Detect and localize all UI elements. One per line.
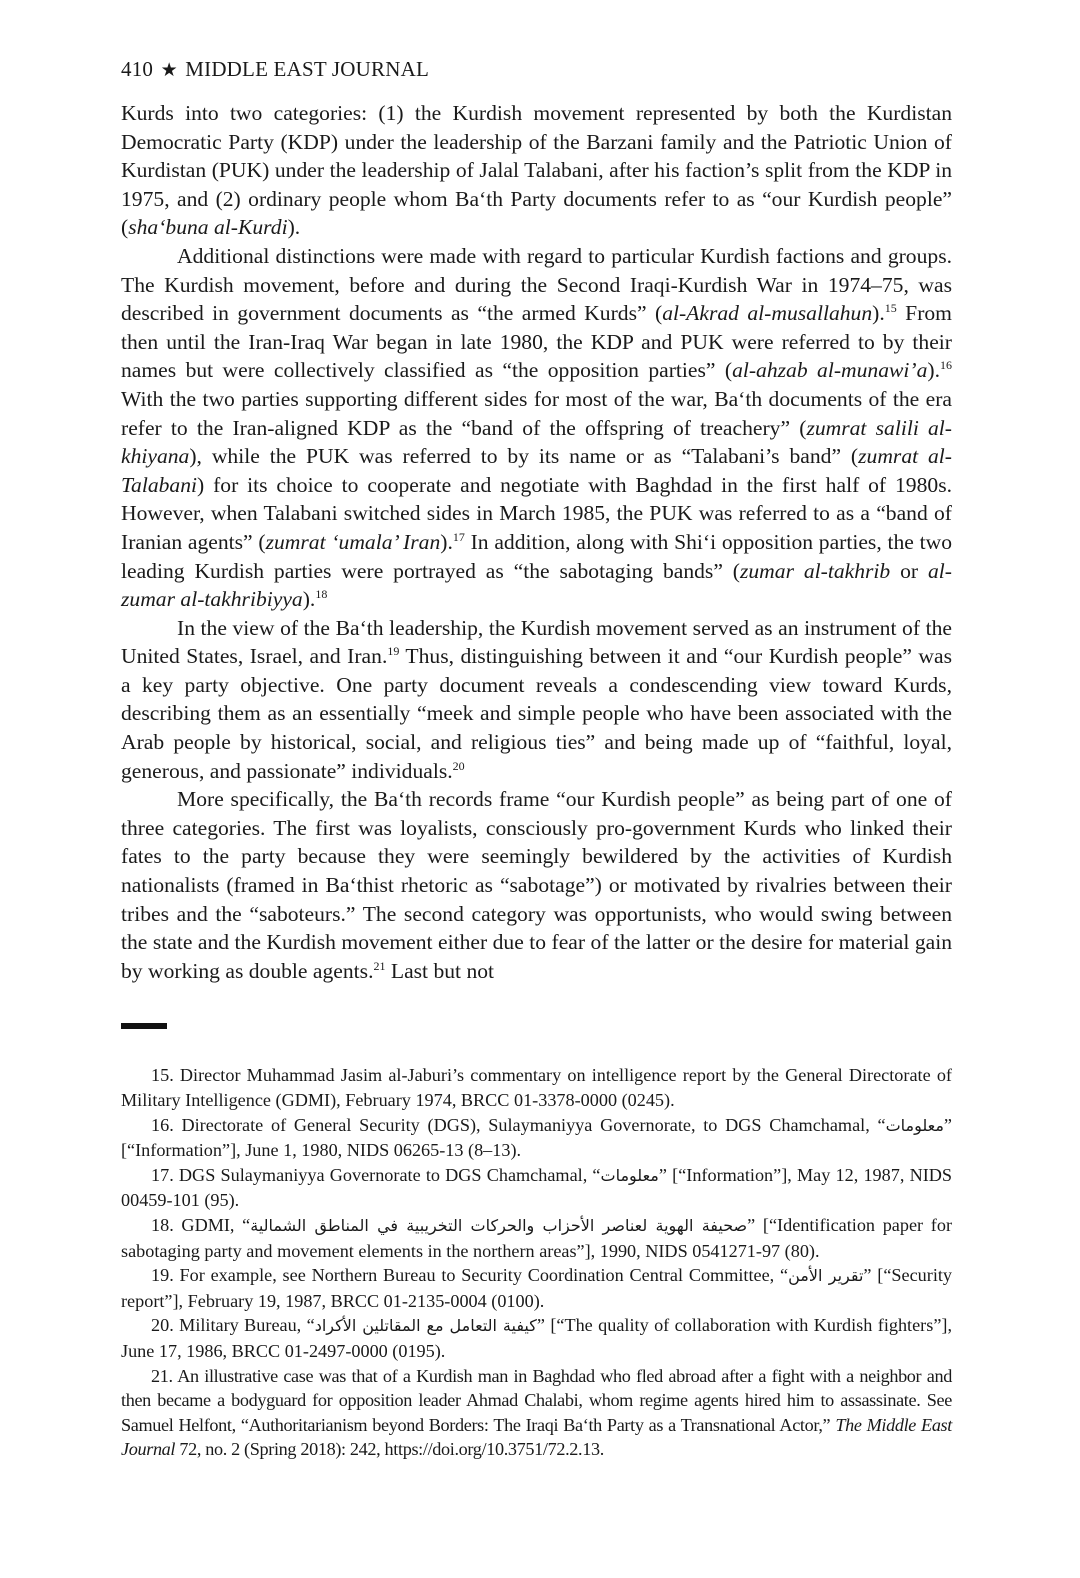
doi-link[interactable]: 72, no. 2 (Spring 2018): 242, https://doi.org/10.3751/72.2.13. [175, 1439, 604, 1460]
page-number: 410 [121, 57, 154, 81]
journal-title: MIDDLE EAST JOURNAL [185, 57, 429, 81]
footnote-separator [121, 1023, 167, 1029]
star-icon: ★ [160, 60, 178, 81]
footnote-ref[interactable]: 17 [452, 529, 465, 544]
paragraph-4: More specifically, the Ba‘th records frame “our Kurdish people” as being part of one of three categories. The first was loyalists, consciously pro-government Kurds who linked their fates to the party because they were seemingly bewildered by the activities of Kurdish nationalists (framed in Ba‘thist rhetoric as “sabotage”) or motivated by rivalries between their tribes and the “saboteurs.” The second category was opportunists, who would swing between the state and the Kurdish movement either due to fear of the latter or the desire for material gain by working as double agents.$^{21}$ Last but not [121, 787, 952, 983]
footnote-ref[interactable]: 16 [940, 358, 952, 373]
footnote-ref[interactable]: 21 [373, 958, 386, 973]
paragraph-3: In the view of the Ba‘th leadership, the Kurdish movement served as an instrument of the United States, Israel, and Iran.$^{19}$ Thus, distinguishing between it and “our Kurdish people” was a key party objective. One party document reveals a condescending view toward Kurds, describing them as an essentially “meek and simple people who have been associated with the Arab people by historical, social, and religious ties” and being made up of “faithful, loyal, generous, and passionate” individuals.$^{20}$ [121, 615, 952, 783]
footnote-21: 21. An illustrative case was that of a Kurdish man in Baghdad who fled abroad after a fight with a neighbor and then became a bodyguard for opposition leader Ahmad Chalabi, whom regime agents hired him to assassinate. See Samuel Helfont, “Authoritarianism beyond Borders: The Iraqi Ba‘th Party as a Transnational Actor,” The Middle East Journal 72, no. 2 (Spring 2018): 242, https://doi.org/10.3751/72.2.13. [121, 1365, 952, 1460]
running-head [121, 55, 952, 85]
paragraph-2: Additional distinctions were made with regard to particular Kurdish factions and groups. The Kurdish movement, before and during the Second Iraqi-Kurdish War in 1974–75, was described in government documents as “the armed Kurds” (al-Akrad al-musallahun).$^{15}$ From then until the Iran-Iraq War began in late 1980, the KDP and PUK were referred to by their names but were collectively classified as “the opposition parties” (al-ahzab al-munawi’a).$^{16}$ With the two parties supporting different sides for most of the war, Ba‘th documents of the era refer to the Iran-aligned KDP as the “band of the offspring of treachery” (zumrat salili al-khiyana), while the PUK was referred to by its name or as “Talabani’s band” (zumrat al-Talabani) for its choice to cooperate and negotiate with Baghdad in the first half of 1980s. However, when Talabani switched sides in March 1985, the PUK was referred to as a “band of Iranian agents” (zumrat ‘umala’ Iran).$^{17}$ In addition, along with Shi‘i opposition parties, the two leading Kurdish parties were portrayed as “the sabotaging bands” (zumar al-takhrib or al-zumar al-takhribiyya).$^{18}$ [121, 243, 953, 612]
paragraph-1: Kurds into two categories: (1) the Kurdish movement represented by both the Kurdistan Democratic Party (KDP) under the leadership of the Barzani family and the Patriotic Union of Kurdistan (PUK) under the leadership of Jalal Talabani, after his faction’s split from the KDP in 1975, and (2) ordinary people whom Ba‘th Party documents refer to as “our Kurdish people” (sha‘buna al-Kurdi). [121, 101, 952, 240]
footnote-ref[interactable]: 18 [315, 587, 328, 602]
footnote-16: 16. Directorate of General Security (DGS), Sulaymaniyya Governorate, to DGS Chamchamal, “معلومات” [“Information”], June 1, 1980, NIDS 06265-13 (8–13). [121, 1114, 952, 1161]
body-text [121, 99, 952, 985]
footnote-18: 18. GDMI, “صحيفة الهوية لعناصر الأحزاب والحركات التخريبية في المناطق الشمالية” [“Identification paper for sabotaging party and movement elements in the northern areas”], 1990, NIDS 0541271-97 (80). [121, 1214, 952, 1261]
footnote-17: 17. DGS Sulaymaniyya Governorate to DGS Chamchamal, “معلومات” [“Information”], May 12, 1987, NIDS 00459-101 (95). [121, 1164, 953, 1211]
footnote-ref[interactable]: 20 [452, 758, 465, 773]
footnote-20: 20. Military Bureau, “كيفية التعامل مع المقاتلين الأكراد” [“The quality of collaboration with Kurdish fighters”], June 17, 1986, BRCC 01-2497-0000 (0195). [121, 1315, 952, 1361]
footnote-ref[interactable]: 19 [387, 644, 400, 659]
footnote-15: 15. Director Muhammad Jasim al-Jaburi’s commentary on intelligence report by the General Directorate of Military Intelligence (GDMI), February 1974, BRCC 01-3378-0000 (0245). [121, 1065, 952, 1110]
footnote-19: 19. For example, see Northern Bureau to Security Coordination Central Committee, “تقرير الأمن” [“Security report”], February 19, 1987, BRCC 01-2135-0004 (0100). [121, 1265, 953, 1311]
footnotes [121, 1063, 952, 1462]
footnote-ref[interactable]: 15 [884, 301, 897, 316]
